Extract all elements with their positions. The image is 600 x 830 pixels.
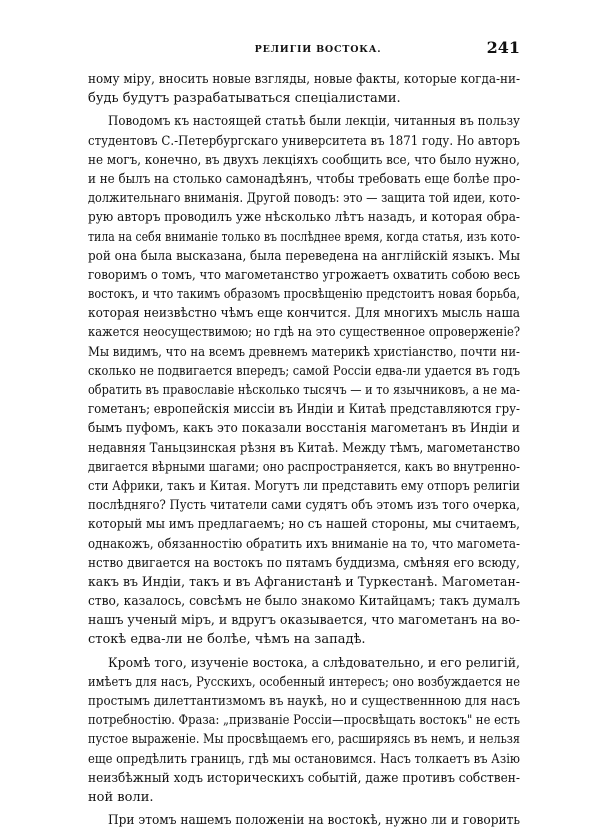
text-line: потребностію. Фраза: „призваніе Россіи—просвѣщать востокъ" не есть bbox=[88, 713, 520, 729]
text-line: и не былъ на столько самонадѣянъ, чтобы требовать еще болѣе про- bbox=[88, 171, 520, 187]
text-line: Кромѣ того, изученіе востока, а слѣдовательно, и его религій, bbox=[108, 655, 520, 671]
paragraph bbox=[88, 654, 520, 808]
text-line: послѣдняго? Пусть читатели сами судятъ объ этомъ изъ того очерка, bbox=[88, 498, 520, 514]
text-line: простымъ дилеттантизмомъ въ наукѣ, но и существеннною для насъ bbox=[88, 694, 521, 709]
text-line: должительнаго вниманія. Другой поводъ: это — защита той идеи, кото- bbox=[88, 191, 521, 207]
text-line: пустое выраженіе. Мы просвѣщаемъ его, расширяясь въ немъ, и нельзя bbox=[88, 732, 521, 748]
text-line: студентовъ С.-Петербургскаго университета въ 1871 году. Но авторъ bbox=[88, 133, 521, 149]
text-line: ной воли. bbox=[88, 789, 154, 805]
running-head: РЕЛИГІИ ВОСТОКА. bbox=[254, 44, 382, 55]
text-line: Поводомъ къ настоящей статьѣ были лекціи, читанныя въ пользу bbox=[108, 114, 521, 130]
text-line: которая неизвѣстно чѣмъ еще кончится. Для многихъ мысль наша bbox=[88, 306, 521, 322]
page-body-text bbox=[88, 70, 520, 830]
text-line: обратить въ православіе нѣсколько тысячъ — и то язычниковъ, а не ма- bbox=[88, 383, 520, 398]
text-line: нство двигается на востокъ по пятамъ буддизма, смѣняя его всюду, bbox=[88, 555, 521, 571]
text-line: еще опредѣлить границъ, гдѣ мы остановимся. Насъ толкаетъ въ Азію bbox=[88, 751, 520, 767]
text-line: который мы имъ предлагаемъ; но съ нашей стороны, мы считаемъ, bbox=[88, 517, 520, 533]
paragraph bbox=[88, 112, 520, 649]
text-line: двигается вѣрными шагами; оно распространяется, какъ во внутренно- bbox=[88, 459, 520, 475]
text-line: бымъ пуфомъ, какъ это показали восстанія магометанъ въ Индіи и bbox=[88, 421, 520, 437]
text-line: востокъ, и что такимъ образомъ просвѣщенію предстоитъ новая борьба, bbox=[88, 287, 521, 303]
text-line: имѣетъ для насъ, Русскихъ, особенный интересъ; оно возбуждается не bbox=[88, 674, 521, 690]
text-line: будь будутъ разрабатываться спеціалистами. bbox=[88, 91, 401, 107]
text-line: Мы видимъ, что на всемъ древнемъ материкѣ христіанство, почти ни- bbox=[88, 344, 520, 360]
text-line: сти Африки, такъ и Китая. Могутъ ли представить ему отпоръ религіи bbox=[88, 478, 520, 494]
text-line: гометанъ; европейскія миссіи въ Индіи и Китаѣ представляются гру- bbox=[88, 402, 521, 418]
text-line: неизбѣжный ходъ историческихъ событій, даже противъ собствен- bbox=[88, 770, 520, 786]
paragraph bbox=[88, 811, 520, 830]
text-line: рую авторъ проводилъ уже нѣсколько лѣтъ назадъ, и которая обра- bbox=[88, 210, 520, 226]
text-line: не могъ, конечно, въ двухъ лекціяхъ сообщить все, что было нужно, bbox=[88, 152, 520, 168]
text-line: стокѣ едва-ли не болѣе, чѣмъ на западѣ. bbox=[88, 632, 366, 648]
text-line: рой она была высказана, была переведена на англійскій языкъ. Мы bbox=[88, 248, 520, 264]
text-line: При этомъ нашемъ положеніи на востокѣ, нужно ли и говорить bbox=[108, 813, 521, 829]
text-line: какъ въ Индіи, такъ и въ Афганистанѣ и Туркестанѣ. Магометан- bbox=[88, 574, 521, 590]
text-line: сколько не подвигается впередъ; самой Россіи едва-ли удается въ годъ bbox=[88, 363, 520, 379]
page-number: 241 bbox=[486, 38, 520, 57]
text-line: тила на себя вниманіе только въ послѣднее время, когда статья, изъ кото- bbox=[88, 229, 521, 245]
text-line: нашъ ученый міръ, и вдругъ оказывается, что магометанъ на во- bbox=[88, 613, 520, 629]
text-line: недавняя Таньцзинская рѣзня въ Китаѣ. Между тѣмъ, магометанство bbox=[88, 440, 521, 456]
text-line: кажется неосуществимою; но гдѣ на это существенное опроверженіе? bbox=[88, 325, 521, 341]
paragraph bbox=[88, 70, 520, 108]
text-line: однакожъ, обязанностію обратить ихъ вниманіе на то, что магомета- bbox=[88, 536, 520, 552]
text-line: ство, казалось, совсѣмъ не было знакомо Китайцамъ; такъ думалъ bbox=[88, 594, 520, 610]
text-line: говоримъ о томъ, что магометанство угрожаетъ охватить собою весь bbox=[88, 267, 521, 283]
page-header bbox=[88, 38, 520, 62]
text-line: ному міру, вносить новые взгляды, новые факты, которые когда-ни- bbox=[88, 72, 521, 87]
